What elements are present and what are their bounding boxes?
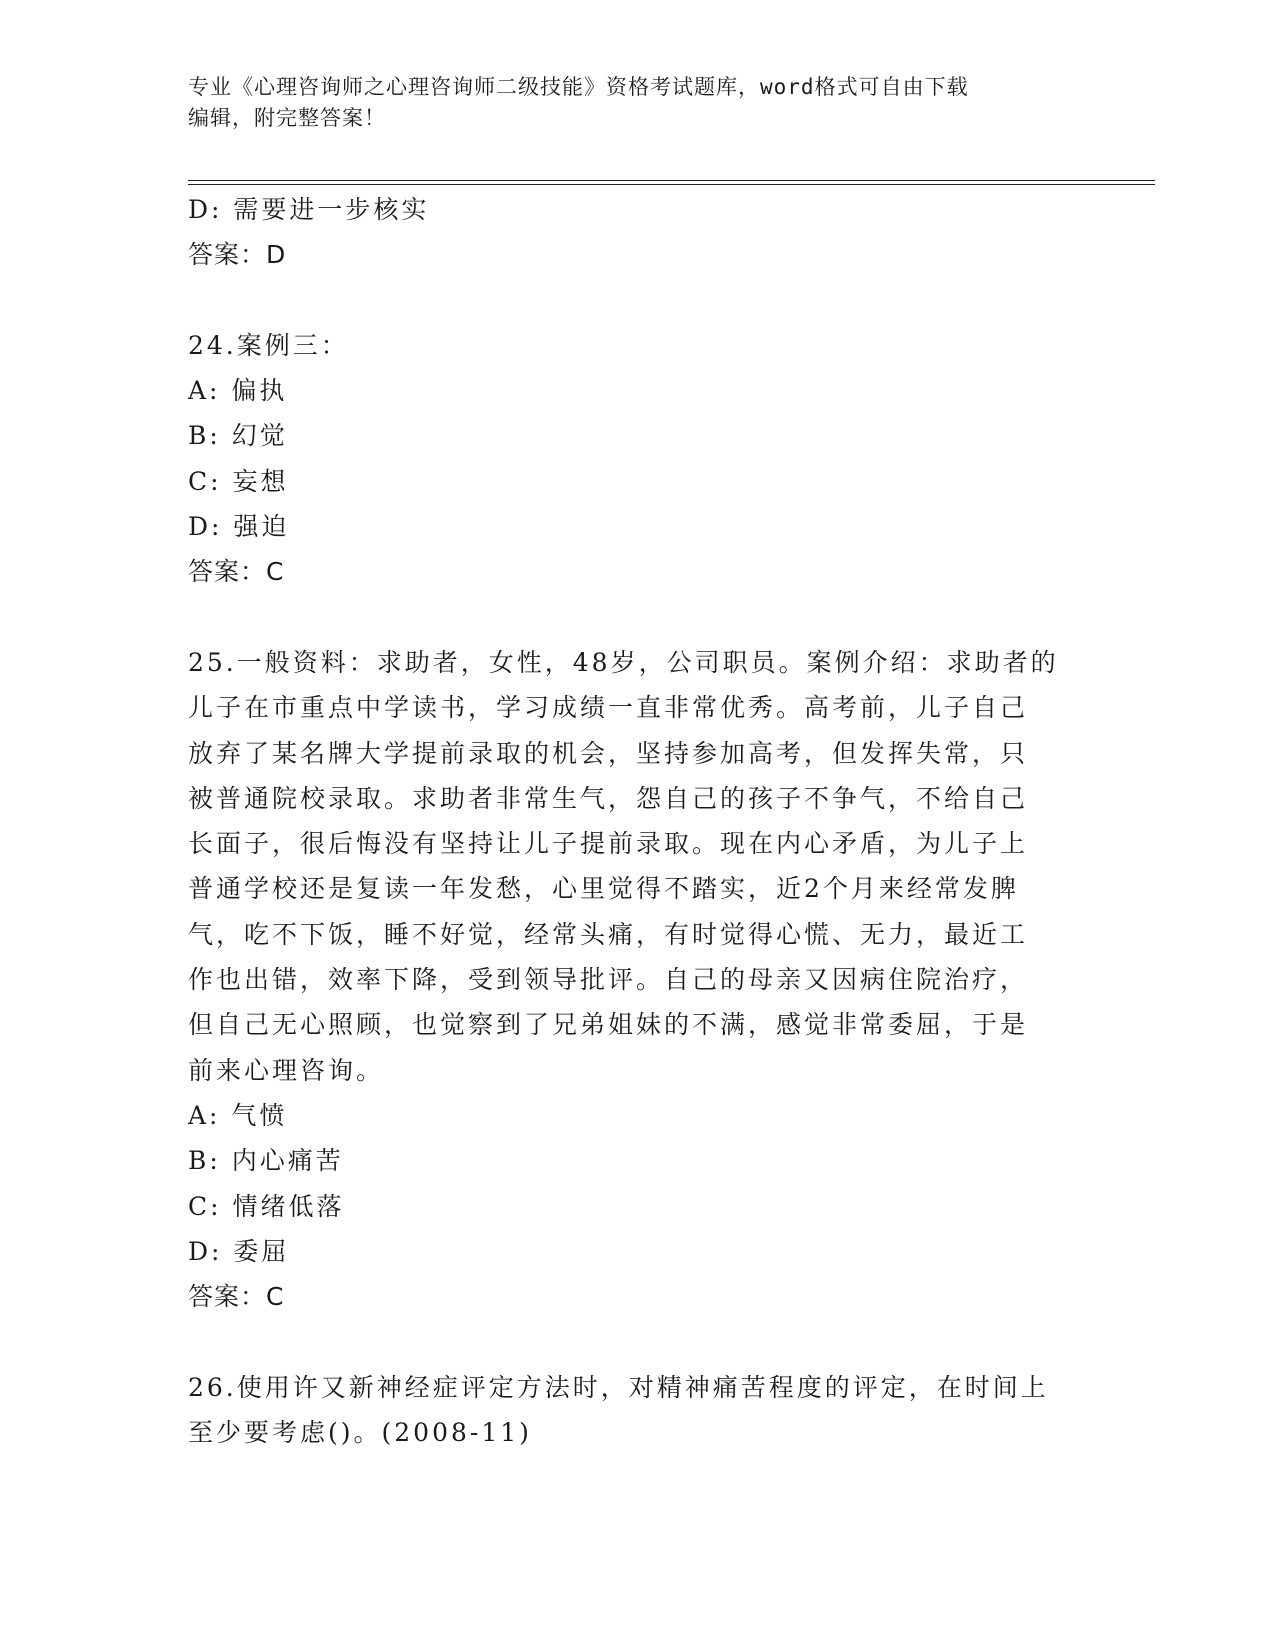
answer: 答案：C: [188, 1282, 285, 1312]
question-stem-line: 前来心理咨询。: [188, 1055, 385, 1085]
spacer: [188, 1319, 1088, 1364]
document-body: [188, 187, 1088, 1455]
option-b: B: 幻觉: [188, 421, 288, 451]
option-c: C: 情绪低落: [188, 1191, 345, 1221]
question-stem-line: 气，吃不下饭，睡不好觉，经常头痛，有时觉得心慌、无力，最近工: [188, 919, 1029, 949]
option-a: A: 气愤: [188, 1100, 288, 1130]
question-stem-line: 26.使用许又新神经症评定方法时，对精神痛苦程度的评定，在时间上: [188, 1372, 1049, 1402]
question-stem-line: 被普通院校录取。求助者非常生气，怨自己的孩子不争气，不给自己: [188, 783, 1029, 813]
question-stem: 24.案例三：: [188, 330, 349, 360]
question-stem-line: 作也出错，效率下降，受到领导批评。自己的母亲又因病住院治疗，: [188, 965, 1029, 995]
answer: 答案：D: [188, 240, 287, 270]
page-header: [188, 72, 1068, 134]
question-stem-line: 但自己无心照顾，也觉察到了兄弟姐妹的不满，感觉非常委屈，于是: [188, 1010, 1029, 1040]
question-stem-line: 普通学校还是复读一年发愁，心里觉得不踏实，近2个月来经常发脾: [188, 874, 1019, 904]
option-c: C: 妄想: [188, 466, 289, 496]
option-a: A: 偏执: [188, 376, 288, 406]
header-divider: [188, 180, 1155, 185]
spacer: [188, 278, 1088, 323]
question-stem-line: 至少要考虑()。(2008-11): [188, 1418, 532, 1448]
option-d: D: 需要进一步核实: [188, 195, 430, 224]
question-stem-line: 长面子，很后悔没有坚持让儿子提前录取。现在内心矛盾，为儿子上: [188, 829, 1029, 859]
answer: 答案：C: [188, 557, 285, 587]
question-stem-line: 放弃了某名牌大学提前录取的机会，坚持参加高考，但发挥失常，只: [188, 738, 1029, 768]
option-b: B: 内心痛苦: [188, 1146, 344, 1176]
question-stem-line: 儿子在市重点中学读书，学习成绩一直非常优秀。高考前，儿子自己: [188, 693, 1029, 723]
spacer: [188, 595, 1088, 640]
option-d: D: 委屈: [188, 1236, 290, 1266]
header-line-2: 编辑，附完整答案！: [188, 106, 386, 130]
header-line-1: 专业《心理咨询师之心理咨询师二级技能》资格考试题库，word格式可自由下载: [188, 75, 969, 99]
option-d: D: 强迫: [188, 512, 290, 542]
question-stem-line: 25.一般资料：求助者，女性，48岁，公司职员。案例介绍：求助者的: [188, 647, 1059, 677]
